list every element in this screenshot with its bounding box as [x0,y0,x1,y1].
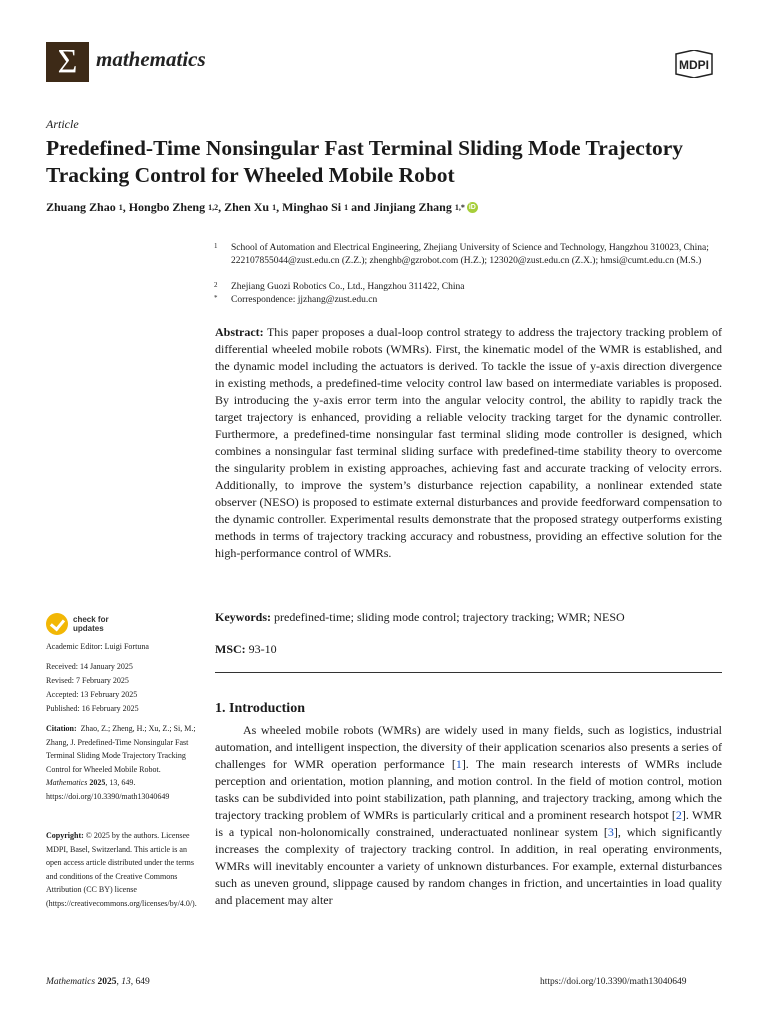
author-list: Zhuang Zhao 1 , Hongbo Zheng 1,2 , Zhen Xu 1 , Minghao Si 1 and Jinjiang Zhang 1,* iD [46,200,476,214]
correspondence [214,294,724,307]
author-affil-sup: 1 [118,203,123,212]
section-heading: 1. Introduction [215,701,305,716]
keywords-label: Keywords: [215,610,271,624]
section-divider [215,672,722,673]
correspondence-text[interactable]: Correspondence: jjzhang@zust.edu.cn [231,295,378,305]
affiliation-2 [214,281,724,294]
orcid-icon[interactable]: iD [468,204,476,211]
check-updates-line: updates [73,624,104,633]
keywords [215,610,722,625]
journal-logo: Σ [46,42,89,82]
abstract-label: Abstract: [215,325,264,339]
citation-link[interactable]: 2 [675,808,682,822]
date-revised: Revised: 7 February 2025 [46,676,129,685]
date-received: Received: 14 January 2025 [46,662,133,671]
mdpi-logo [666,50,722,78]
intro-text: ]. WMR is a typical non-holonomically constrained, underactuated nonlinear system [ [215,808,722,839]
citation-link[interactable]: 3 [607,825,614,839]
copyright-text: © 2025 by the authors. Licensee MDPI, Basel, Switzerland. This article is an open access article distributed under the terms and conditions of the Creative Commons Attribution (CC BY) license (https://creativecommons.org/licenses/by/4.0/). [46,831,197,908]
affiliation-mark: 2 [214,281,218,289]
check-for-updates-button[interactable] [46,613,109,635]
author-name: Minghao Si [282,200,342,214]
affiliation-text: School of Automation and Electrical Engineering, Zhejiang University of Science and Technology, Hangzhou 310023, China; 222107855044@zust.edu.cn (Z.Z.); zhenghb@gzrobot.com (H.Z.); 123020@zust.edu.cn (Z.X.); hmsi@cumt.edu.cn (M.S.) [231,243,709,266]
author-name: Jinjiang Zhang [373,200,452,214]
citation-year: 2025 [89,778,106,788]
check-updates-label [73,615,109,633]
author-name: Hongbo Zheng [128,200,206,214]
academic-editor: Academic Editor: Luigi Fortuna [46,642,149,651]
abstract-text: This paper proposes a dual-loop control strategy to address the trajectory tracking problem of differential wheeled mobile robots (WMRs). First, the kinematic model of the WMR is established, and the dynamic model including the actuators is derived. To tackle the issue of y-axis direction divergence in existing methods, a predefined-time velocity control law based on intermediate variables is proposed. By introducing the y-axis error term into the angular velocity control, the ability to rapidly track the target trajectory is enhanced, providing a reliable velocity tracking target for the dynamic controller. Furthermore, a predefined-time nonsingular fast terminal sliding mode controller is designed, which combines a nonsingular fast terminal sliding surface with predefined-time stability theory to overcome the singularity problem in existing approaches, achieving fast and accurate tracking of velocity errors. Additionally, to improve the system’s disturbance rejection capability, a nonlinear extended state observer (NESO) is proposed to estimate external disturbances and provide feedforward compensation to the dynamic controller. Experimental results demonstrate that the proposed strategy outperforms existing methods in terms of trajectory tracking accuracy and robustness, providing an effective solution for the high-performance control of WMRs. [215,325,722,560]
citation-label: Citation: [46,724,77,733]
footer-page: 649 [135,977,150,987]
intro-text: ]. The main research interests of WMRs include perception and orientation, motion planning, and motion control. In the field of motion control, motion tasks can be subdivided into point stabilization, path planning, and trajectory tracking, among which the trajectory tracking problem of WMRs is particularly critical and a prominent research hotspot [ [215,757,723,822]
copyright-block [46,829,204,911]
date-accepted: Accepted: 13 February 2025 [46,690,138,699]
check-updates-line: check for [73,615,109,624]
citation-journal: Mathematics [46,778,88,788]
footer-volume: 13 [121,977,131,987]
msc [215,642,722,657]
author-affil-sup: 1,* [454,203,465,212]
citation-link[interactable]: 1 [455,757,462,771]
footer-journal: Mathematics [46,977,96,987]
intro-text: ], which significantly increases the complexity of trajectory tracking control. In addition, in real operating environments, WMRs will inevitably encounter a variety of unknown disturbances. For example, external disturbances such as uneven ground, slippage caused by random changes in friction, and uncertainties in load quality and placement may alter [215,825,722,907]
article-type: Article [46,117,79,131]
footer-year: 2025 [97,977,117,987]
intro-paragraph [215,722,722,909]
intro-text: As wheeled mobile robots (WMRs) are widely used in many fields, such as logistics, industrial automation, and intelligent inspection, the diversity of their application scenarios also presents a series of challenges for WMR operation performance [ [215,723,722,771]
citation-text: Zhao, Z.; Zheng, H.; Xu, Z.; Si, M.; Zhang, J. Predefined-Time Nonsingular Fast Terminal Sliding Mode Trajectory Tracking Control for Wheeled Mobile Robot. [46,724,196,774]
keywords-text: predefined-time; sliding mode control; trajectory tracking; WMR; NESO [274,610,625,624]
msc-text: 93-10 [248,642,277,656]
affiliation-text: Zhejiang Guozi Robotics Co., Ltd., Hangzhou 311422, China [231,282,465,292]
abstract [215,324,722,562]
affiliation-1 [214,242,724,268]
page-title: Predefined-Time Nonsingular Fast Terminal Sliding Mode Trajectory Tracking Control for Wheeled Mobile Robot [46,136,684,187]
affiliation-mark: * [214,294,218,302]
citation-block [46,722,204,804]
citation-doi[interactable]: , 13, 649. https://doi.org/10.3390/math13040649 [46,778,170,801]
check-updates-icon [46,613,68,635]
footer-citation: Mathematics 2025, 13, 649 [46,977,150,987]
author-affil-sup: 1 [272,203,277,212]
author-name: Zhuang Zhao [46,200,116,214]
affiliation-mark: 1 [214,242,218,250]
mdpi-logo-text: MDPI [679,58,709,72]
copyright-label: Copyright: [46,831,84,840]
msc-label: MSC: [215,642,246,656]
journal-name: mathematics [96,47,206,71]
author-affil-sup: 1,2 [208,203,219,212]
author-name: Zhen Xu [224,200,270,214]
footer-doi-link[interactable]: https://doi.org/10.3390/math13040649 [540,977,687,987]
author-affil-sup: 1 [344,203,349,212]
date-published: Published: 16 February 2025 [46,704,139,713]
